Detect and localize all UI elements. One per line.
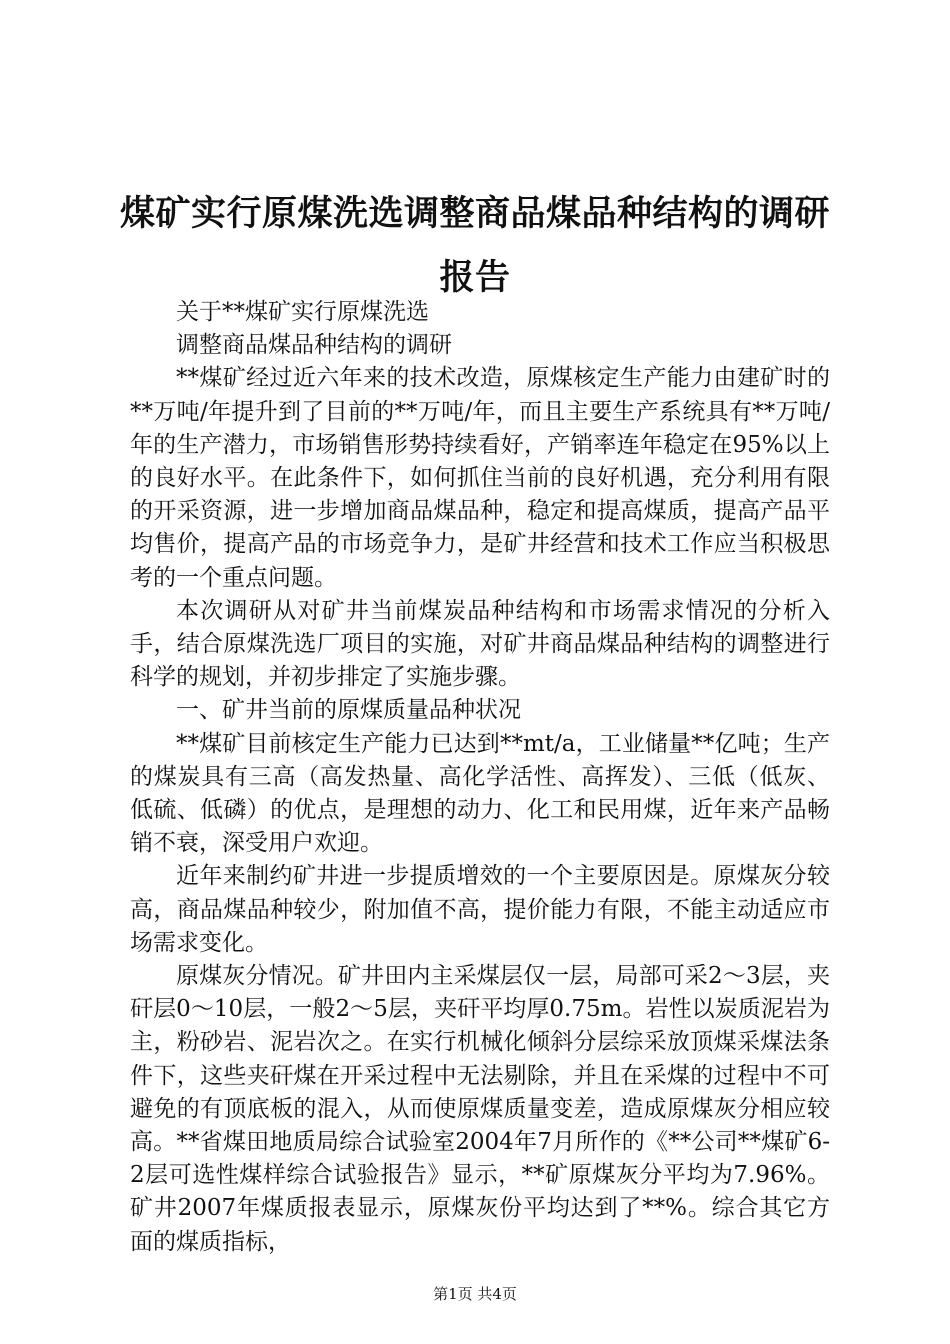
document-body <box>130 296 830 1259</box>
document-title: 煤矿实行原煤洗选调整商品煤品种结构的调研报告 <box>120 193 831 298</box>
paragraph: **煤矿经过近六年来的技术改造，原煤核定生产能力由建矿时的**万吨/年提升到了目前的**万吨/年，而且主要生产系统具有**万吨/年的生产潜力，市场销售形势持续看好，产销率连年稳定在95%以上的良好水平。在此条件下，如何抓住当前的良好机遇，充分利用有限的开采资源，进一步增加商品煤品种，稳定和提高煤质，提高产品平均售价，提高产品的市场竞争力，是矿井经营和技术工作应当积极思考的一个重点问题。 <box>130 365 830 591</box>
section-heading: 一、矿井当前的原煤质量品种状况 <box>176 697 521 724</box>
page-footer: 第1页 共4页 <box>433 1285 517 1303</box>
paragraph: 本次调研从对矿井当前煤炭品种结构和市场需求情况的分析入手，结合原煤洗选厂项目的实施，对矿井商品煤品种结构的调整进行科学的规划，并初步排定了实施步骤。 <box>130 597 830 691</box>
paragraph: 调整商品煤品种结构的调研 <box>176 332 452 359</box>
paragraph: 近年来制约矿井进一步提质增效的一个主要原因是。原煤灰分较高，商品煤品种较少，附加值不高，提价能力有限，不能主动适应市场需求变化。 <box>130 863 830 956</box>
paragraph: **煤矿目前核定生产能力已达到**mt/a，工业储量**亿吨；生产的煤炭具有三高（高发热量、高化学活性、高挥发）、三低（低灰、低硫、低磷）的优点，是理想的动力、化工和民用煤，近年来产品畅销不衰，深受用户欢迎。 <box>130 730 830 857</box>
paragraph: 原煤灰分情况。矿井田内主采煤层仅一层，局部可采2～3层，夹矸层0～10层，一般2～5层，夹矸平均厚0.75m。岩性以炭质泥岩为主，粉砂岩、泥岩次之。在实行机械化倾斜分层综采放顶煤采煤法条件下，这些夹矸煤在开采过程中无法剔除，并且在采煤的过程中不可避免的有顶底板的混入，从而使原煤质量变差，造成原煤灰分相应较高。**省煤田地质局综合试验室2004年7月所作的《**公司**煤矿6-2层可选性煤样综合试验报告》显示，**矿原煤灰分平均为7.96%。矿井2007年煤质报表显示，原煤灰份平均达到了**%。综合其它方面的煤质指标， <box>130 963 830 1255</box>
paragraph: 关于**煤矿实行原煤洗选 <box>176 299 429 325</box>
